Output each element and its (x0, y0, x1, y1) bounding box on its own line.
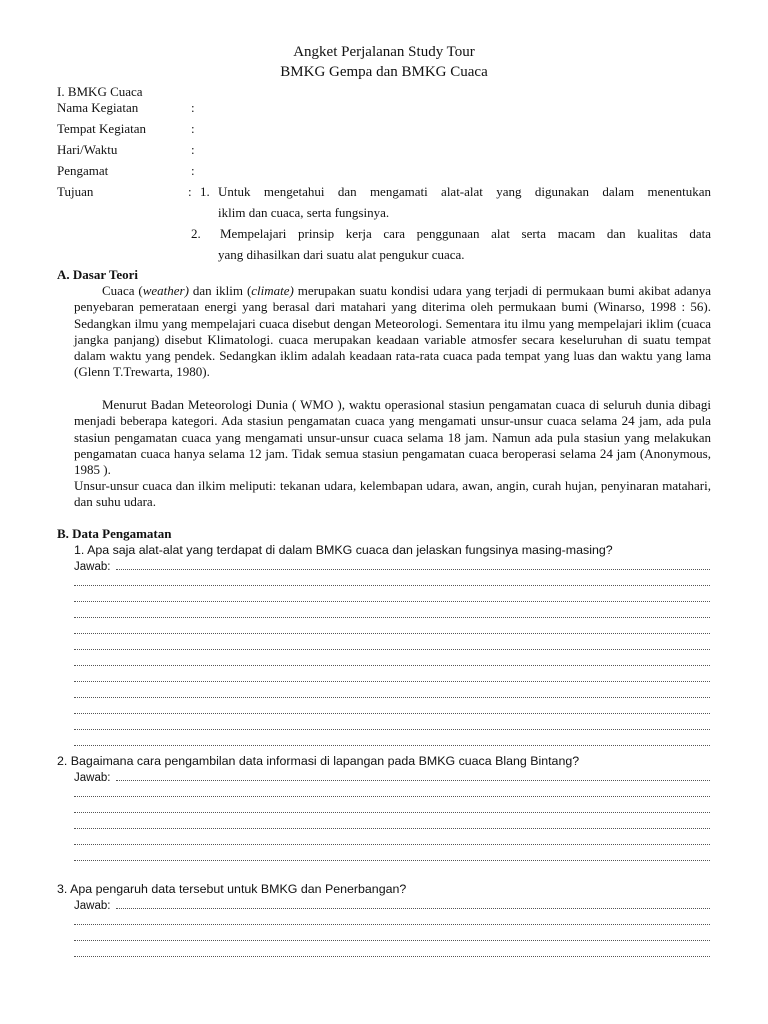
answer-line[interactable] (74, 744, 710, 746)
field-colon: : (191, 121, 195, 136)
jawab-label: Jawab: (74, 561, 111, 573)
field-label-pengamat: Pengamat (57, 163, 109, 178)
answer-line[interactable] (74, 680, 710, 682)
question-3: 3. Apa pengaruh data tersebut untuk BMKG dan Penerbangan? (57, 882, 407, 896)
answer-line[interactable] (74, 843, 710, 845)
document-title-line2: BMKG Gempa dan BMKG Cuaca (280, 64, 488, 80)
answer-line[interactable] (74, 728, 710, 730)
tujuan-item1-number: 1. (200, 184, 210, 199)
section-heading-data-pengamatan: B. Data Pengamatan (57, 526, 172, 541)
paragraph-text: dan iklim ( (188, 283, 252, 298)
jawab-label: Jawab: (74, 900, 111, 912)
term-climate: climate) (251, 283, 294, 298)
field-label-tempat-kegiatan: Tempat Kegiatan (57, 121, 146, 136)
jawab-label: Jawab: (74, 772, 111, 784)
answer-line[interactable] (74, 923, 710, 925)
answer-line[interactable] (74, 939, 710, 941)
section-heading-dasar-teori: A. Dasar Teori (57, 267, 139, 282)
field-label-nama-kegiatan: Nama Kegiatan (57, 100, 139, 115)
answer-line[interactable] (74, 616, 710, 618)
paragraph-text: merupakan suatu kondisi udara yang terjadi di permukaan bumi akibat adanya penyebaran pemerataan energi yang berasal dari matahari yang diterima oleh permukaan bumi (Winarso, 1998 : 56). Sedangkan ilmu yang mempelajari cuaca disebut dengan Meteorologi. Sementara itu ilmu yang mempelajari iklim (cuaca jangka panjang) disebut Klimatologi. cuaca merupakan keadaan variable atmosfer secara keseluruhan di suatu tempat dalam waktu yang pendek. Sedangkan iklim adalah keadaan rata-rata cuaca pada tempat yang luas dan waktu yang lama (Glenn T.Trewarta, 1980). (74, 283, 712, 380)
answer-line[interactable] (74, 696, 710, 698)
answer-line[interactable] (74, 584, 710, 586)
answer-line[interactable] (74, 827, 710, 829)
answer-line[interactable] (74, 712, 710, 714)
field-colon: : (191, 142, 195, 157)
paragraph-cuaca-iklim (74, 283, 711, 381)
field-label-hari-waktu: Hari/Waktu (57, 142, 118, 157)
answer-line[interactable] (116, 568, 710, 570)
term-weather: weather) (142, 283, 189, 298)
answer-line[interactable] (74, 600, 710, 602)
tujuan-item1-line2: iklim dan cuaca, serta fungsinya. (218, 205, 390, 220)
field-colon: : (191, 163, 195, 178)
tujuan-item1-line1: Untuk mengetahui dan mengamati alat-alat yang digunakan dalam menentukan (218, 184, 711, 199)
field-colon: : (191, 100, 195, 115)
paragraph-text: Cuaca ( (102, 283, 143, 298)
tujuan-item2-line2: yang dihasilkan dari suatu alat pengukur cuaca. (218, 247, 465, 262)
question-2: 2. Bagaimana cara pengambilan data informasi di lapangan pada BMKG cuaca Blang Bintang? (57, 754, 580, 768)
answer-line[interactable] (116, 779, 710, 781)
section-heading-bmkg-cuaca: I. BMKG Cuaca (57, 84, 143, 99)
tujuan-item2-number: 2. (191, 226, 201, 241)
field-label-tujuan: Tujuan (57, 184, 94, 199)
tujuan-item2-line1: Mempelajari prinsip kerja cara penggunaan alat serta macam dan kualitas data (220, 226, 711, 241)
answer-line[interactable] (74, 648, 710, 650)
answer-line[interactable] (116, 907, 710, 909)
question-1: 1. Apa saja alat-alat yang terdapat di dalam BMKG cuaca dan jelaskan fungsinya masing-masing? (74, 543, 613, 557)
answer-line[interactable] (74, 795, 710, 797)
document-title-line1: Angket Perjalanan Study Tour (293, 44, 475, 60)
answer-line[interactable] (74, 859, 710, 861)
answer-line[interactable] (74, 955, 710, 957)
paragraph-wmo: Menurut Badan Meteorologi Dunia ( WMO ), waktu operasional stasiun pengamatan cuaca di seluruh dunia dibagi menjadi beberapa kategori. Ada stasiun pengamatan cuaca yang mengamati unsur-unsur cuaca selama 24 jam, ada pula stasiun pengamatan cuaca yang mengamati unsur-unsur cuaca selama 18 jam. Namun ada pula stasiun yang melakukan pengamatan cuaca hanya selama 12 jam. Tidak semua stasiun pengamatan cuaca beroperasi selama 24 jam (Anonymous, 1985 ). (74, 397, 711, 478)
answer-line[interactable] (74, 664, 710, 666)
answer-line[interactable] (74, 632, 710, 634)
answer-line[interactable] (74, 811, 710, 813)
paragraph-unsur-cuaca: Unsur-unsur cuaca dan ilkim meliputi: tekanan udara, kelembapan udara, awan, angin, curah hujan, penyinaran matahari, dan suhu udara. (74, 478, 711, 510)
field-colon: : (188, 184, 192, 199)
